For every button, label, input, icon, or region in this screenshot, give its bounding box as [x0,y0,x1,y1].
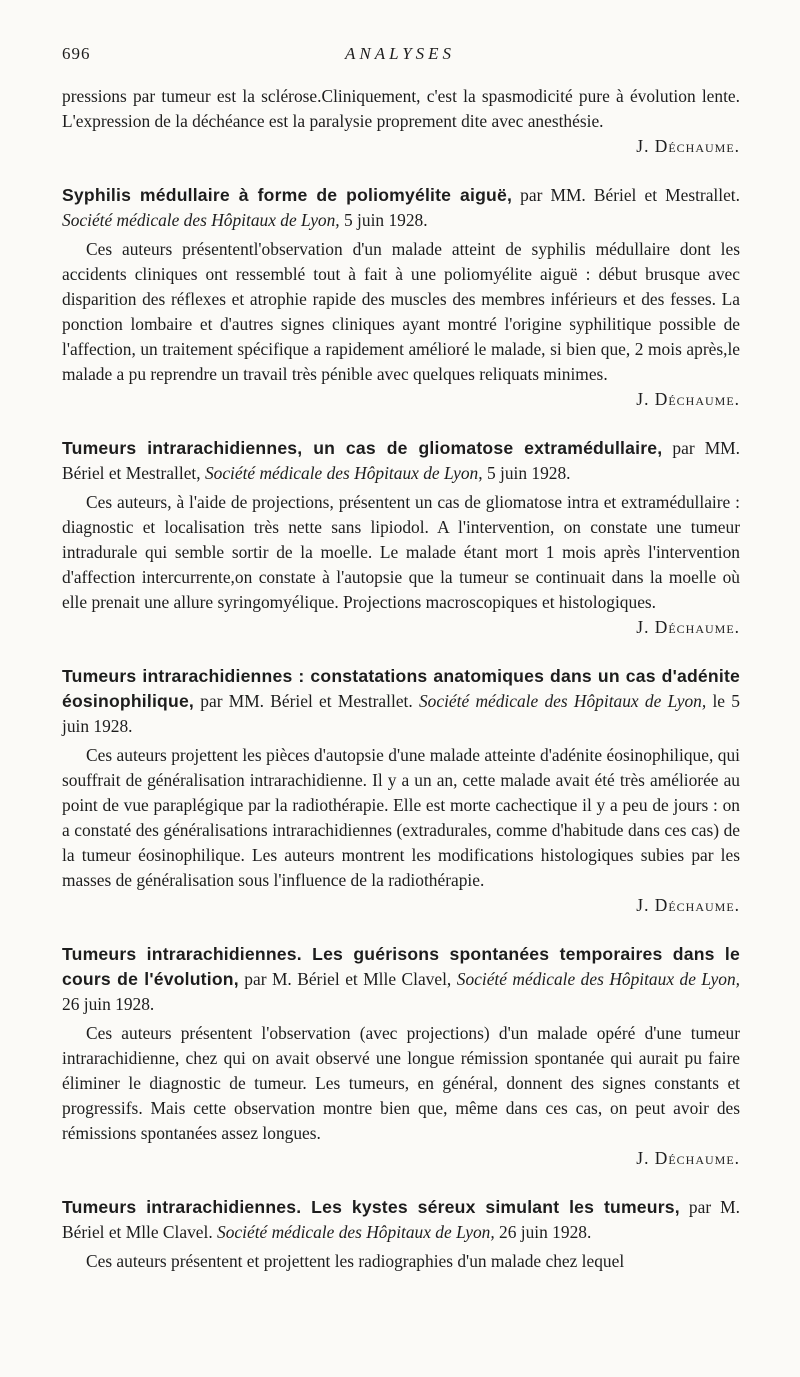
entry-signature: J. Déchaume. [636,389,740,409]
entry-title: Tumeurs intrarachidiennes : constatations anatomiques dans un cas d'adénite éosinophilique, [62,666,740,711]
page-content [62,84,740,1274]
entry-title: Tumeurs intrarachidiennes. Les kystes séreux simulant les tumeurs, [62,1197,680,1217]
page-number: 696 [62,44,91,63]
entry-journal: Société médicale des Hôpitaux de Lyon, [62,210,340,230]
entry-body: Ces auteurs projettent les pièces d'autopsie d'une malade atteinte d'adénite éosinophilique, qui souffrait de généralisation intrarachidienne. Il y a un an, cette malade avait été très améliorée au point de vue paraplégique par la radiothérapie. Elle est morte cachectique il y a peu de jours : on a constaté des généralisations intrarachidiennes (extradurales, comme d'habitude dans ces cas) de la tumeur éosinophilique. Les auteurs montrent les modifications histologiques subies par les masses de généralisation sous l'influence de la radiothérapie. [62,745,740,890]
entry-date: 26 juin 1928. [62,994,155,1014]
entry-signature: J. Déchaume. [636,1148,740,1168]
entry-heading [62,1195,740,1245]
entry-authors: par MM. Bériel et Mestrallet. [512,185,740,205]
entry-body: Ces auteurs présentent et projettent les radiographies d'un malade chez lequel [86,1251,625,1271]
page-header [62,44,738,68]
entry-body: Ces auteurs présentent l'observation (avec projections) d'un malade opéré d'une tumeur intrarachidienne, chez qui on avait observé une longue rémission spontanée qui aurait pu faire éliminer le diagnostic de tumeur. Les tumeurs, en général, donnent des signes constants et progressifs. Mais cette observation montre bien que, même dans ces cas, on peut avoir des rémissions spontanées assez longues. [62,1023,740,1143]
entry-heading [62,942,740,1017]
entry-journal: Société médicale des Hôpitaux de Lyon, [212,1222,495,1242]
entry-title: Tumeurs intrarachidiennes, un cas de gliomatose extramédullaire, [62,438,663,458]
entry-signature: J. Déchaume. [636,895,740,915]
intro-signature: J. Déchaume. [636,136,740,156]
entry-journal: Société médicale des Hôpitaux de Lyon, [412,691,707,711]
entry-journal: Société médicale des Hôpitaux de Lyon, [200,463,483,483]
intro-paragraph: pressions par tumeur est la sclérose.Cliniquement, c'est la spasmodicité pure à évolution lente. L'expression de la déchéance est la paralysie proprement dite avec anesthésie. [62,86,740,131]
entry-title: Tumeurs intrarachidiennes. Les guérisons spontanées temporaires dans le cours de l'évolution, [62,944,740,989]
entry-date: 5 juin 1928. [482,463,571,483]
abstract-entry-4 [62,942,740,1171]
entry-title: Syphilis médullaire à forme de poliomyélite aiguë, [62,185,513,205]
entry-date: 26 juin 1928. [494,1222,592,1242]
entry-heading [62,183,740,233]
entry-journal: Société médicale des Hôpitaux de Lyon, [451,969,740,989]
entry-heading [62,436,740,486]
abstract-entry-3 [62,664,740,918]
entry-authors: par M. Bériel et Mlle Clavel, [238,969,452,989]
entry-authors: par MM. Bériel et Mestrallet. [194,691,413,711]
entry-authors: par M. Bériel et Mlle Clavel. [62,1197,740,1242]
entry-heading [62,664,740,739]
abstract-entry-5 [62,1195,740,1274]
running-title: ANALYSES [344,44,456,63]
entry-body: Ces auteurs, à l'aide de projections, présentent un cas de gliomatose intra et extramédullaire : diagnostic et localisation très nette sans lipiodol. A l'intervention, on constate une tumeur intradurale qui semble sortir de la moelle. Le malade étant mort 1 mois après l'intervention d'affection intercurrente,on constate à l'autopsie que la tumeur se continuait dans la moelle où elle prenait une allure syringomyélique. Projections macroscopiques et histologiques. [62,492,740,612]
entry-body: Ces auteurs présententl'observation d'un malade atteint de syphilis médullaire dont les accidents cliniques ont ressemblé tout à fait à une poliomyélite aiguë : début brusque avec disparition des réflexes et atrophie rapide des muscles des membres inférieurs et des fesses. La ponction lombaire et d'autres signes cliniques ayant montré l'origine syphilitique possible de l'affection, un traitement spécifique a rapidement amélioré le malade, si bien que, 2 mois après,le malade a pu reprendre un travail très pénible avec quelques reliquats minimes. [62,239,740,384]
abstract-entry-1 [62,183,740,412]
abstract-entry-2 [62,436,740,640]
entry-signature: J. Déchaume. [636,617,740,637]
entry-date: 5 juin 1928. [339,210,428,230]
entry-date: le 5 juin 1928. [62,691,740,736]
entry-authors: par MM. Bériel et Mestrallet, [62,438,740,483]
